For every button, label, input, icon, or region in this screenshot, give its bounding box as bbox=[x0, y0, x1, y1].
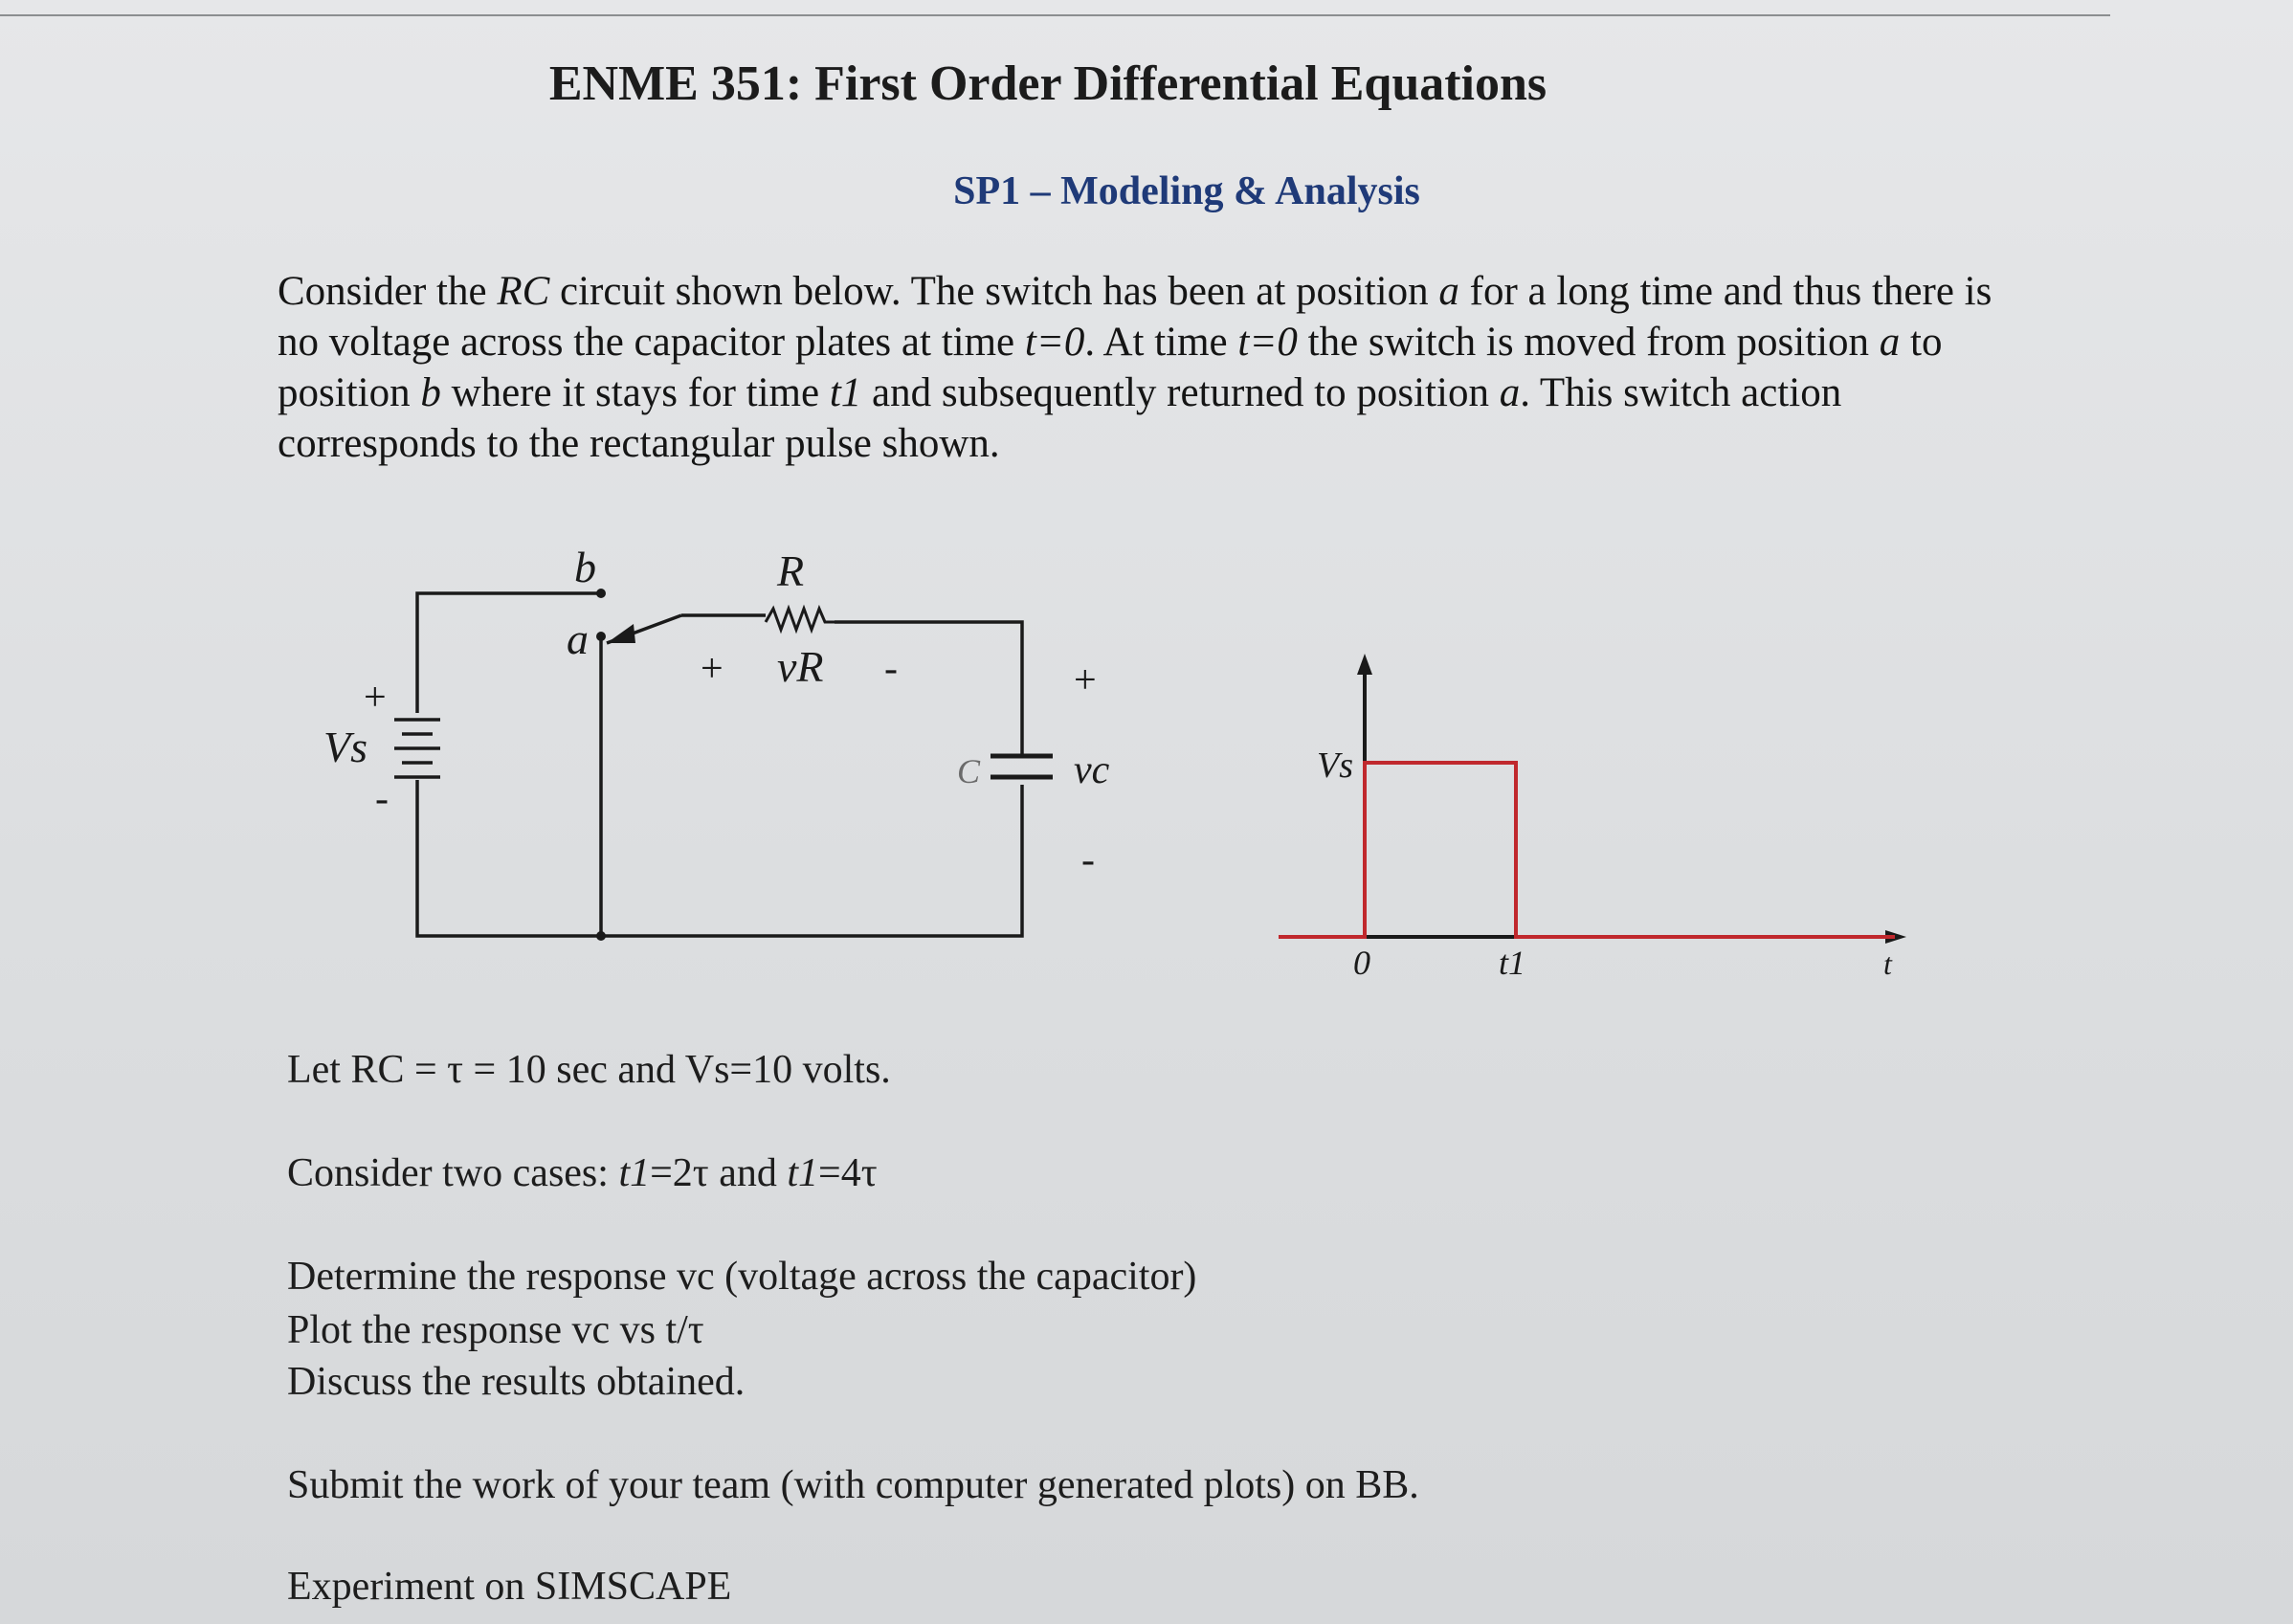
label-vR: vR bbox=[777, 642, 824, 691]
vr-minus: - bbox=[884, 647, 898, 691]
cases-t1: t1 bbox=[787, 1151, 819, 1195]
junction-dot bbox=[596, 931, 606, 941]
x-axis-label: t bbox=[1883, 946, 1892, 981]
cases-text: =2τ and bbox=[650, 1151, 788, 1195]
label-b: b bbox=[574, 543, 596, 591]
intro-t0: t=0 bbox=[1237, 320, 1298, 365]
cases-line bbox=[287, 1150, 878, 1196]
intro-pos-a: a bbox=[1438, 269, 1459, 314]
intro-text: to position bbox=[278, 320, 1943, 415]
vc-minus: - bbox=[1081, 838, 1095, 882]
vs-plus: + bbox=[364, 676, 387, 720]
wire-right-top bbox=[835, 622, 1022, 754]
cases-t1: t1 bbox=[618, 1151, 651, 1195]
vs-minus: - bbox=[375, 777, 389, 821]
label-Vs: Vs bbox=[323, 723, 367, 771]
intro-text: Consider the bbox=[278, 269, 498, 314]
pulse-waveform bbox=[1279, 763, 1895, 937]
intro-text: . At time bbox=[1084, 320, 1238, 365]
intro-text: circuit shown below. The switch has been at position bbox=[549, 269, 1439, 314]
label-a: a bbox=[567, 614, 589, 663]
plot-y-label: Vs bbox=[1317, 745, 1353, 786]
label-C: C bbox=[957, 752, 981, 790]
task-discuss: Discuss the results obtained. bbox=[287, 1360, 746, 1404]
intro-pos-a: a bbox=[1499, 370, 1521, 415]
tick-label-t1: t1 bbox=[1499, 944, 1526, 982]
intro-text: . This switch action corresponds to the rectangular pulse shown. bbox=[278, 370, 1842, 466]
submit-line: Submit the work of your team (with computer generated plots) on BB. bbox=[287, 1463, 1419, 1507]
intro-t0: t=0 bbox=[1024, 320, 1085, 365]
vr-plus: + bbox=[701, 647, 724, 691]
switch-arrowhead bbox=[607, 624, 635, 643]
intro-rc: RC bbox=[497, 269, 550, 314]
rc-circuit-diagram bbox=[394, 593, 1053, 936]
experiment-line: Experiment on SIMSCAPE bbox=[287, 1565, 732, 1609]
intro-t1: t1 bbox=[829, 370, 862, 415]
vc-plus: + bbox=[1074, 658, 1097, 702]
intro-text: and subsequently returned to position bbox=[861, 370, 1500, 415]
label-R: R bbox=[777, 546, 805, 595]
resistor-zigzag bbox=[766, 609, 835, 630]
params-line: Let RC = τ = 10 sec and Vs=10 volts. bbox=[287, 1048, 891, 1092]
terminal-b-dot bbox=[596, 589, 606, 598]
label-vc: vc bbox=[1074, 748, 1110, 792]
cases-text: Consider two cases: bbox=[287, 1151, 619, 1195]
page-subtitle: SP1 – Modeling & Analysis bbox=[953, 169, 1420, 213]
cases-text: =4τ bbox=[818, 1151, 878, 1195]
wire-bottom-loop bbox=[417, 780, 1022, 936]
intro-text: the switch is moved from position bbox=[1297, 320, 1880, 365]
intro-text: for a long time and thus there is no voltage across the capacitor plates at time bbox=[278, 269, 1992, 365]
y-axis-arrow bbox=[1357, 654, 1372, 675]
intro-pos-a: a bbox=[1879, 320, 1901, 365]
terminal-a-dot bbox=[596, 632, 606, 641]
intro-text: where it stays for time bbox=[440, 370, 830, 415]
page-title: ENME 351: First Order Differential Equations bbox=[548, 56, 1547, 111]
task-plot: Plot the response vc vs t/τ bbox=[287, 1308, 704, 1352]
intro-pos-b: b bbox=[420, 370, 441, 415]
tick-label-0: 0 bbox=[1353, 944, 1370, 982]
pulse-plot bbox=[1279, 654, 1906, 982]
task-determine: Determine the response vc (voltage across the capacitor) bbox=[287, 1255, 1197, 1299]
